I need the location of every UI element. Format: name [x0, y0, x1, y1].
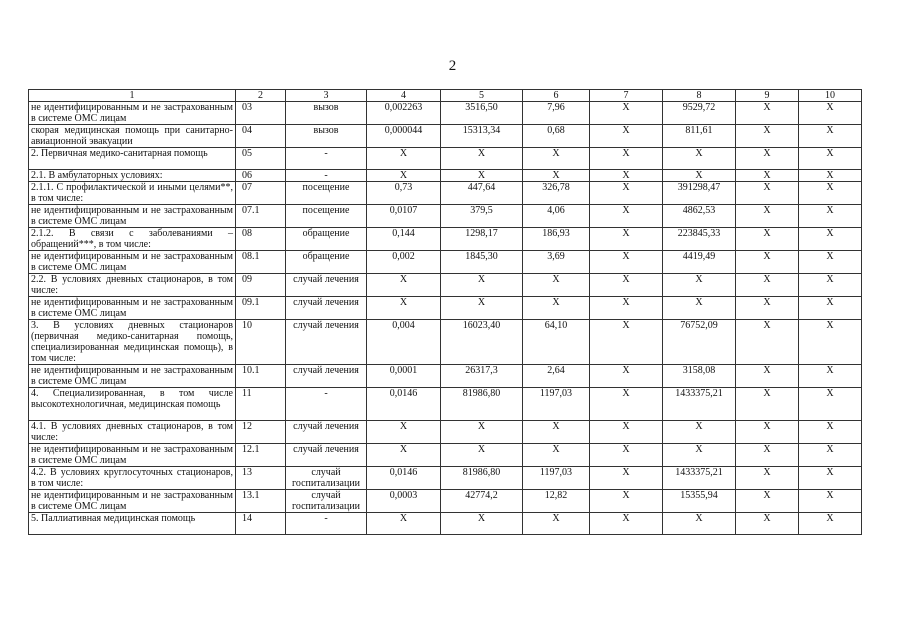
cell-unit: случай лечения: [286, 421, 367, 444]
cell-per-capita: 1197,03: [523, 388, 590, 421]
cell-cost-per-unit: 81986,80: [441, 388, 523, 421]
column-header-7: 7: [590, 90, 663, 102]
cell-unit: -: [286, 170, 367, 182]
cell-per-capita: 2,64: [523, 365, 590, 388]
cell-col7: Х: [590, 388, 663, 421]
cell-per-capita: Х: [523, 297, 590, 320]
cell-description: не идентифицированным и не застрахованным в системе ОМС лицам: [29, 297, 236, 320]
cell-col9: Х: [736, 388, 799, 421]
cell-per-capita: 326,78: [523, 182, 590, 205]
cell-per-capita: 3,69: [523, 251, 590, 274]
cell-col10: Х: [799, 444, 862, 467]
cell-description: 2. Первичная медико-санитарная помощь: [29, 148, 236, 170]
cell-norm-volume: Х: [367, 148, 441, 170]
cell-code: 13: [236, 467, 286, 490]
cell-cost-per-unit: Х: [441, 274, 523, 297]
table-row: [29, 421, 862, 444]
cell-cost-per-unit: Х: [441, 297, 523, 320]
cell-col7: Х: [590, 444, 663, 467]
cell-unit: случай лечения: [286, 444, 367, 467]
cell-cost-per-unit: 42774,2: [441, 490, 523, 513]
cell-unit: случай госпитализации: [286, 467, 367, 490]
cell-description: 2.1.1. С профилактической и иными целями**, в том числе:: [29, 182, 236, 205]
cell-col10: Х: [799, 251, 862, 274]
cell-col10: Х: [799, 182, 862, 205]
cell-norm-volume: Х: [367, 297, 441, 320]
table-row: [29, 388, 862, 421]
cell-norm-volume: 0,002263: [367, 102, 441, 125]
column-header-6: 6: [523, 90, 590, 102]
cell-total-sum: Х: [663, 513, 736, 535]
cell-col10: Х: [799, 365, 862, 388]
cell-total-sum: Х: [663, 148, 736, 170]
cell-code: 12.1: [236, 444, 286, 467]
cell-description: 2.1. В амбулаторных условиях:: [29, 170, 236, 182]
cell-unit: обращение: [286, 228, 367, 251]
cell-code: 09.1: [236, 297, 286, 320]
cell-norm-volume: 0,0146: [367, 388, 441, 421]
cell-col9: Х: [736, 274, 799, 297]
cell-per-capita: Х: [523, 148, 590, 170]
cell-col7: Х: [590, 125, 663, 148]
cell-description: не идентифицированным и не застрахованным в системе ОМС лицам: [29, 205, 236, 228]
table-row: [29, 513, 862, 535]
cell-per-capita: 186,93: [523, 228, 590, 251]
cell-total-sum: 9529,72: [663, 102, 736, 125]
cell-col10: Х: [799, 297, 862, 320]
cell-unit: случай лечения: [286, 320, 367, 365]
table-row: [29, 297, 862, 320]
cell-code: 05: [236, 148, 286, 170]
cell-col9: Х: [736, 228, 799, 251]
cell-norm-volume: 0,144: [367, 228, 441, 251]
cell-col9: Х: [736, 365, 799, 388]
data-table: [28, 89, 862, 535]
cell-col7: Х: [590, 467, 663, 490]
cell-unit: случай лечения: [286, 297, 367, 320]
cell-col10: Х: [799, 125, 862, 148]
cell-norm-volume: 0,0001: [367, 365, 441, 388]
cell-per-capita: 0,68: [523, 125, 590, 148]
cell-col10: Х: [799, 513, 862, 535]
cell-code: 14: [236, 513, 286, 535]
cell-col10: Х: [799, 148, 862, 170]
cell-col10: Х: [799, 490, 862, 513]
cell-col10: Х: [799, 205, 862, 228]
cell-total-sum: 3158,08: [663, 365, 736, 388]
cell-col10: Х: [799, 102, 862, 125]
cell-code: 08.1: [236, 251, 286, 274]
cell-norm-volume: 0,73: [367, 182, 441, 205]
cell-code: 11: [236, 388, 286, 421]
cell-total-sum: 223845,33: [663, 228, 736, 251]
cell-col7: Х: [590, 274, 663, 297]
table-row: [29, 251, 862, 274]
cell-unit: вызов: [286, 102, 367, 125]
cell-per-capita: 1197,03: [523, 467, 590, 490]
cell-per-capita: Х: [523, 170, 590, 182]
cell-col10: Х: [799, 388, 862, 421]
cell-total-sum: 391298,47: [663, 182, 736, 205]
cell-col9: Х: [736, 513, 799, 535]
cell-col10: Х: [799, 170, 862, 182]
cell-description: не идентифицированным и не застрахованным в системе ОМС лицам: [29, 444, 236, 467]
cell-unit: посещение: [286, 205, 367, 228]
table-row: [29, 125, 862, 148]
cell-cost-per-unit: 1845,30: [441, 251, 523, 274]
cell-col10: Х: [799, 228, 862, 251]
cell-col7: Х: [590, 490, 663, 513]
cell-col9: Х: [736, 182, 799, 205]
column-header-1: 1: [29, 90, 236, 102]
table-row: [29, 228, 862, 251]
cell-description: 3. В условиях дневных стационаров (первичная медико-санитарная помощь, специализированная медицинская помощь), в том числе:: [29, 320, 236, 365]
cell-col9: Х: [736, 205, 799, 228]
cell-description: скорая медицинская помощь при санитарно-авиационной эвакуации: [29, 125, 236, 148]
table-row: [29, 182, 862, 205]
cell-col7: Х: [590, 421, 663, 444]
cell-code: 13.1: [236, 490, 286, 513]
cell-unit: обращение: [286, 251, 367, 274]
cell-norm-volume: 0,0146: [367, 467, 441, 490]
cell-col9: Х: [736, 102, 799, 125]
column-header-9: 9: [736, 90, 799, 102]
cell-code: 12: [236, 421, 286, 444]
cell-description: 4.2. В условиях круглосуточных стационаров, в том числе:: [29, 467, 236, 490]
cell-code: 08: [236, 228, 286, 251]
cell-total-sum: Х: [663, 170, 736, 182]
cell-col9: Х: [736, 467, 799, 490]
table-row: [29, 490, 862, 513]
cell-total-sum: Х: [663, 274, 736, 297]
cell-description: 4.1. В условиях дневных стационаров, в том числе:: [29, 421, 236, 444]
cell-unit: случай лечения: [286, 365, 367, 388]
cell-cost-per-unit: 447,64: [441, 182, 523, 205]
cell-col9: Х: [736, 170, 799, 182]
cell-col9: Х: [736, 320, 799, 365]
cell-col7: Х: [590, 297, 663, 320]
table-row: [29, 205, 862, 228]
cell-col10: Х: [799, 274, 862, 297]
cell-description: 5. Паллиативная медицинская помощь: [29, 513, 236, 535]
cell-col7: Х: [590, 148, 663, 170]
cell-norm-volume: 0,004: [367, 320, 441, 365]
cell-cost-per-unit: 26317,3: [441, 365, 523, 388]
cell-per-capita: Х: [523, 421, 590, 444]
cell-norm-volume: 0,0003: [367, 490, 441, 513]
cell-total-sum: 15355,94: [663, 490, 736, 513]
column-header-2: 2: [236, 90, 286, 102]
cell-col7: Х: [590, 102, 663, 125]
cell-unit: случай лечения: [286, 274, 367, 297]
cell-code: 09: [236, 274, 286, 297]
cell-per-capita: 12,82: [523, 490, 590, 513]
cell-code: 06: [236, 170, 286, 182]
cell-col10: Х: [799, 421, 862, 444]
cell-description: 2.2. В условиях дневных стационаров, в том числе:: [29, 274, 236, 297]
cell-cost-per-unit: Х: [441, 421, 523, 444]
cell-col7: Х: [590, 513, 663, 535]
cell-unit: -: [286, 388, 367, 421]
cell-description: 4. Специализированная, в том числе высокотехнологичная, медицинская помощь: [29, 388, 236, 421]
cell-col9: Х: [736, 297, 799, 320]
cell-cost-per-unit: 1298,17: [441, 228, 523, 251]
cell-code: 07: [236, 182, 286, 205]
cell-per-capita: Х: [523, 513, 590, 535]
column-header-3: 3: [286, 90, 367, 102]
cell-total-sum: Х: [663, 297, 736, 320]
cell-per-capita: Х: [523, 444, 590, 467]
cell-code: 10.1: [236, 365, 286, 388]
cell-total-sum: 1433375,21: [663, 467, 736, 490]
cell-norm-volume: Х: [367, 513, 441, 535]
cell-col7: Х: [590, 170, 663, 182]
table-row: [29, 320, 862, 365]
cell-code: 10: [236, 320, 286, 365]
cell-col9: Х: [736, 251, 799, 274]
column-header-8: 8: [663, 90, 736, 102]
cell-col7: Х: [590, 251, 663, 274]
cell-norm-volume: 0,000044: [367, 125, 441, 148]
cell-col9: Х: [736, 490, 799, 513]
cell-cost-per-unit: 379,5: [441, 205, 523, 228]
cell-total-sum: 76752,09: [663, 320, 736, 365]
cell-total-sum: Х: [663, 444, 736, 467]
cell-col10: Х: [799, 320, 862, 365]
cell-col10: Х: [799, 467, 862, 490]
cell-unit: посещение: [286, 182, 367, 205]
column-header-5: 5: [441, 90, 523, 102]
cell-col7: Х: [590, 228, 663, 251]
table-row: [29, 170, 862, 182]
table-header-row: [29, 90, 862, 102]
cell-code: 07.1: [236, 205, 286, 228]
cell-cost-per-unit: 81986,80: [441, 467, 523, 490]
cell-unit: вызов: [286, 125, 367, 148]
table-row: [29, 467, 862, 490]
cell-col9: Х: [736, 421, 799, 444]
cell-total-sum: 1433375,21: [663, 388, 736, 421]
cell-description: 2.1.2. В связи с заболеваниями – обращений***, в том числе:: [29, 228, 236, 251]
cell-norm-volume: Х: [367, 274, 441, 297]
cell-unit: случай госпитализации: [286, 490, 367, 513]
cell-col9: Х: [736, 444, 799, 467]
cell-norm-volume: 0,0107: [367, 205, 441, 228]
cell-cost-per-unit: Х: [441, 148, 523, 170]
cell-code: 03: [236, 102, 286, 125]
column-header-10: 10: [799, 90, 862, 102]
cell-per-capita: 7,96: [523, 102, 590, 125]
cell-col7: Х: [590, 365, 663, 388]
cell-description: не идентифицированным и не застрахованным в системе ОМС лицам: [29, 251, 236, 274]
cell-col7: Х: [590, 205, 663, 228]
cell-code: 04: [236, 125, 286, 148]
cell-unit: -: [286, 148, 367, 170]
cell-description: не идентифицированным и не застрахованным в системе ОМС лицам: [29, 490, 236, 513]
cell-total-sum: 811,61: [663, 125, 736, 148]
cell-unit: -: [286, 513, 367, 535]
cell-norm-volume: Х: [367, 170, 441, 182]
table-row: [29, 274, 862, 297]
cell-norm-volume: 0,002: [367, 251, 441, 274]
column-header-4: 4: [367, 90, 441, 102]
cell-description: не идентифицированным и не застрахованным в системе ОМС лицам: [29, 102, 236, 125]
cell-col7: Х: [590, 182, 663, 205]
table-row: [29, 444, 862, 467]
page-number: 2: [448, 58, 457, 74]
cell-col9: Х: [736, 125, 799, 148]
cell-cost-per-unit: Х: [441, 513, 523, 535]
cell-total-sum: 4419,49: [663, 251, 736, 274]
cell-total-sum: 4862,53: [663, 205, 736, 228]
cell-cost-per-unit: 16023,40: [441, 320, 523, 365]
cell-col7: Х: [590, 320, 663, 365]
cell-norm-volume: Х: [367, 421, 441, 444]
cell-per-capita: 64,10: [523, 320, 590, 365]
cell-cost-per-unit: Х: [441, 170, 523, 182]
cell-col9: Х: [736, 148, 799, 170]
cell-total-sum: Х: [663, 421, 736, 444]
cell-cost-per-unit: 3516,50: [441, 102, 523, 125]
table-row: [29, 102, 862, 125]
table-row: [29, 148, 862, 170]
cell-per-capita: 4,06: [523, 205, 590, 228]
cell-cost-per-unit: Х: [441, 444, 523, 467]
table-row: [29, 365, 862, 388]
cell-cost-per-unit: 15313,34: [441, 125, 523, 148]
cell-description: не идентифицированным и не застрахованным в системе ОМС лицам: [29, 365, 236, 388]
cell-per-capita: Х: [523, 274, 590, 297]
cell-norm-volume: Х: [367, 444, 441, 467]
